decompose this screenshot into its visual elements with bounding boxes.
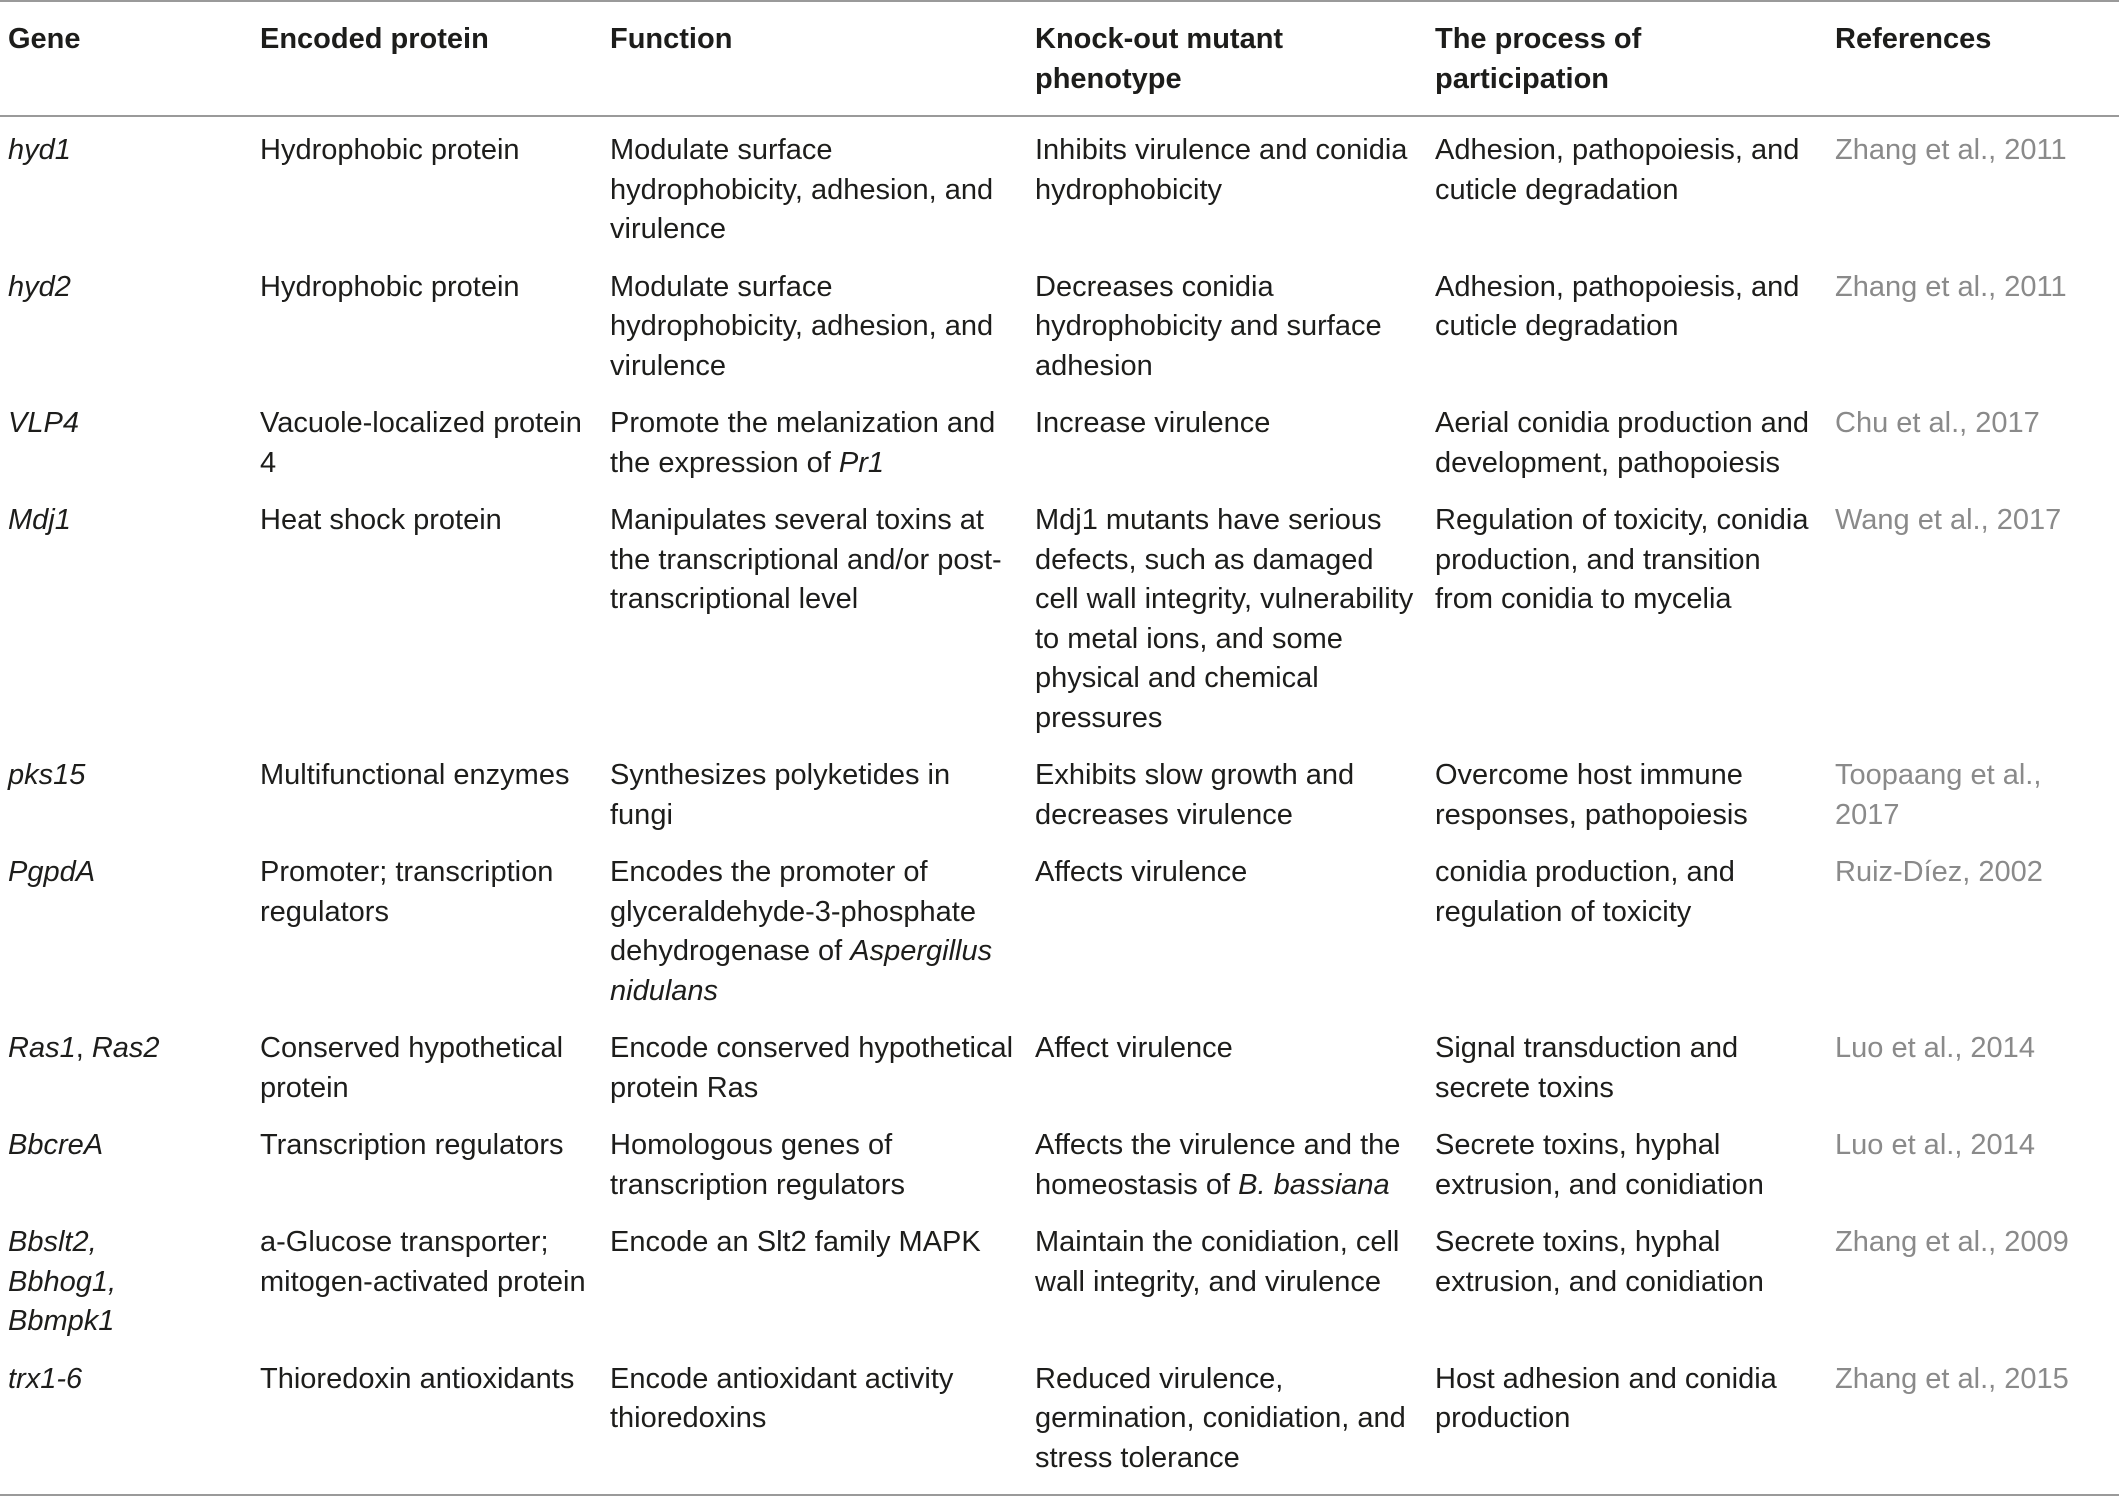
protein-cell: Hydrophobic protein: [260, 270, 520, 303]
process-cell: Overcome host immune responses, pathopoiesis: [1435, 759, 1748, 831]
phenotype-cell: Mdj1 mutants have serious defects, such as damaged cell wall integrity, vulnerability to metal ions, and some physical and chemical pressures: [1035, 504, 1414, 734]
header-phenotype-line1: Knock-out mutant: [1035, 23, 1284, 55]
header-references: References: [1835, 23, 1992, 55]
phenotype-cell: Maintain the conidiation, cell wall integrity, and virulence: [1035, 1226, 1400, 1298]
phenotype-cell: Affect virulence: [1035, 1032, 1233, 1064]
protein-cell: Vacuole-localized protein 4: [260, 407, 582, 479]
gene-cell: hyd1: [8, 134, 71, 166]
gene-name: Ras2: [91, 1032, 160, 1064]
table-row: [0, 843, 2119, 1019]
process-cell: Regulation of toxicity, conidia production, and transition from conidia to mycelia: [1435, 504, 1809, 615]
gene-name: Bbslt2,: [8, 1226, 97, 1258]
process-cell: Secrete toxins, hyphal extrusion, and conidiation: [1435, 1129, 1764, 1201]
reference-cell: Toopaang et al., 2017: [1835, 759, 2042, 831]
gene-cell: pks15: [8, 759, 86, 791]
function-cell: [602, 394, 1027, 491]
process-cell: Signal transduction and secrete toxins: [1435, 1032, 1739, 1104]
function-text: Promote the melanization and the expression of: [610, 407, 996, 479]
gene-cell: PgpdA: [8, 856, 96, 888]
function-cell: Modulate surface hydrophobicity, adhesion, and virulence: [610, 134, 994, 245]
phenotype-species-name: B. bassiana: [1238, 1168, 1390, 1201]
phenotype-cell: [1027, 1116, 1427, 1213]
function-cell: Homologous genes of transcription regulators: [610, 1129, 905, 1201]
gene-cell: trx1-6: [8, 1362, 83, 1395]
gene-cell: BbcreA: [8, 1129, 104, 1161]
function-cell: Modulate surface hydrophobicity, adhesion, and virulence: [610, 270, 994, 382]
gene-cell: hyd2: [8, 270, 71, 303]
header-encoded-protein: Encoded protein: [260, 23, 489, 55]
process-cell: Secrete toxins, hyphal extrusion, and conidiation: [1435, 1226, 1764, 1298]
function-cell: Synthesizes polyketides in fungi: [610, 759, 951, 831]
reference-cell: Wang et al., 2017: [1835, 504, 2062, 536]
phenotype-cell: Affects virulence: [1035, 856, 1248, 888]
protein-cell: Thioredoxin antioxidants: [260, 1362, 575, 1395]
function-cell: Encode an Slt2 family MAPK: [610, 1226, 981, 1258]
phenotype-cell: Inhibits virulence and conidia hydrophobicity: [1035, 134, 1408, 206]
table-row: [0, 746, 2119, 843]
gene-separator: ,: [75, 1032, 92, 1064]
table-row: [0, 491, 2119, 746]
reference-cell: Zhang et al., 2011: [1835, 270, 2067, 303]
function-gene-name: Pr1: [838, 446, 885, 479]
table-row: [0, 1116, 2119, 1213]
header-row: [0, 1, 2119, 116]
reference-cell: Zhang et al., 2011: [1835, 134, 2067, 166]
reference-cell: Luo et al., 2014: [1835, 1032, 2035, 1064]
phenotype-cell: Reduced virulence, germination, conidiation, and stress tolerance: [1035, 1362, 1406, 1474]
gene-cell: [0, 1213, 252, 1350]
table-row: [0, 1213, 2119, 1350]
reference-cell: Zhang et al., 2015: [1835, 1362, 2069, 1395]
process-cell: Adhesion, pathopoiesis, and cuticle degradation: [1435, 134, 1800, 206]
gene-cell: Mdj1: [8, 504, 71, 536]
header-gene: Gene: [8, 23, 81, 55]
phenotype-cell: Exhibits slow growth and decreases virulence: [1035, 759, 1355, 831]
protein-cell: Conserved hypothetical protein: [260, 1032, 564, 1104]
table-header: [0, 1, 2119, 116]
header-process-line2: participation: [1435, 62, 1610, 95]
header-process: [1427, 1, 1827, 116]
header-process-line1: The process of: [1435, 23, 1642, 55]
gene-name: Bbhog1,: [8, 1265, 117, 1298]
header-function: Function: [610, 23, 733, 55]
process-cell: Host adhesion and conidia production: [1435, 1362, 1777, 1434]
header-phenotype-line2: phenotype: [1035, 62, 1182, 95]
reference-cell: Luo et al., 2014: [1835, 1129, 2035, 1161]
gene-name: Bbmpk1: [8, 1305, 115, 1337]
gene-cell: VLP4: [8, 407, 79, 439]
table-body: [0, 116, 2119, 1495]
table-row: [0, 116, 2119, 258]
function-cell: Encode antioxidant activity thioredoxins: [610, 1362, 954, 1434]
gene-name: Ras1: [8, 1032, 76, 1064]
protein-cell: Multifunctional enzymes: [260, 759, 570, 791]
phenotype-cell: Increase virulence: [1035, 407, 1271, 439]
process-cell: Adhesion, pathopoiesis, and cuticle degradation: [1435, 270, 1800, 342]
protein-cell: a-Glucose transporter; mitogen-activated protein: [260, 1226, 586, 1298]
protein-cell: Hydrophobic protein: [260, 134, 520, 166]
function-species-name: Aspergillus nidulans: [610, 935, 993, 1007]
table-row: [0, 258, 2119, 395]
header-phenotype: [1027, 1, 1427, 116]
table-row: [0, 1350, 2119, 1496]
table-row: [0, 394, 2119, 491]
phenotype-cell: Decreases conidia hydrophobicity and surface adhesion: [1035, 270, 1382, 382]
reference-cell: Zhang et al., 2009: [1835, 1226, 2069, 1258]
protein-cell: Promoter; transcription regulators: [260, 856, 554, 928]
reference-cell: Ruiz-Díez, 2002: [1835, 856, 2043, 888]
process-cell: conidia production, and regulation of toxicity: [1435, 856, 1735, 928]
function-cell: Manipulates several toxins at the transcriptional and/or post-transcriptional level: [610, 504, 1002, 615]
process-cell: Aerial conidia production and development, pathopoiesis: [1435, 407, 1810, 479]
table-row: [0, 1019, 2119, 1116]
function-cell: [602, 843, 1027, 1019]
phenotype-text: Affects the virulence and the homeostasis of: [1035, 1129, 1401, 1201]
reference-cell: Chu et al., 2017: [1835, 407, 2040, 439]
gene-cell: [0, 1019, 252, 1116]
protein-cell: Heat shock protein: [260, 504, 502, 536]
function-text: Encodes the promoter of glyceraldehyde-3-phosphate dehydrogenase of: [610, 856, 976, 967]
protein-cell: Transcription regulators: [260, 1129, 564, 1161]
function-cell: Encode conserved hypothetical protein Ras: [610, 1032, 1014, 1104]
